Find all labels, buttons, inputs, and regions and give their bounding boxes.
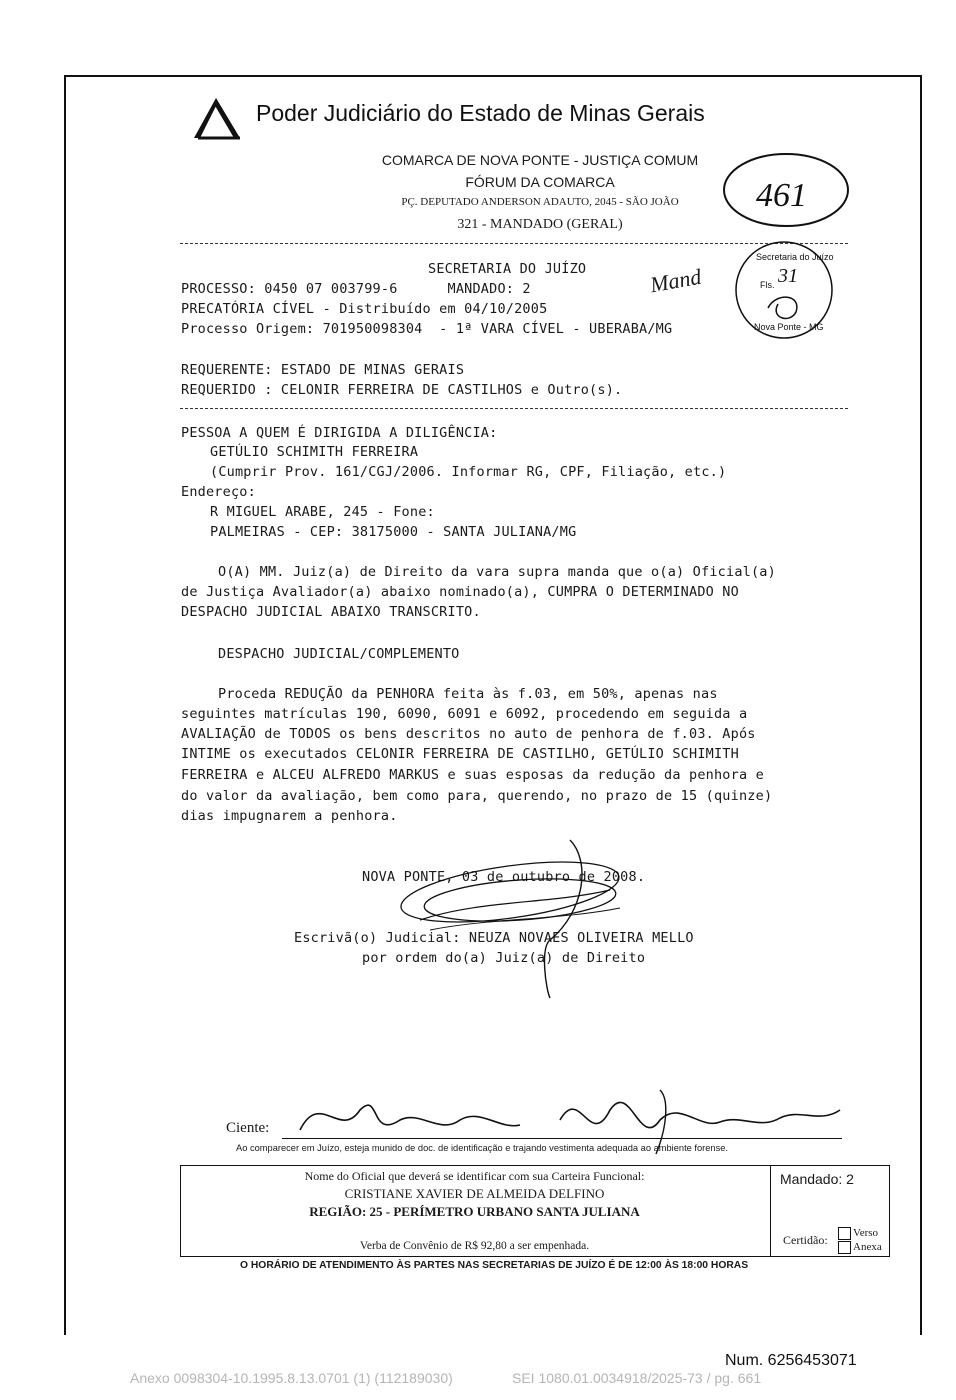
street-line: R MIGUEL ARABE, 245 - Fone: — [210, 504, 435, 520]
oficial-label: Nome do Oficial que deverá se identificar com sua Carteira Funcional: — [304, 1169, 645, 1183]
despacho-line: dias impugnarem a penhora. — [181, 808, 398, 824]
address-line: PÇ. DEPUTADO ANDERSON ADAUTO, 2045 - SÃO JOÃO — [401, 196, 679, 208]
seal-number: 31 — [778, 265, 798, 287]
order-line-3: DESPACHO JUDICIAL ABAIXO TRANSCRITO. — [181, 604, 481, 620]
anexa-box[interactable] — [838, 1241, 851, 1254]
origin-line: Processo Origem: 701950098304 - 1ª VARA CÍVEL - UBERABA/MG — [181, 321, 673, 337]
separator-mid — [180, 408, 848, 409]
process-line: PROCESSO: 0450 07 003799-6 MANDADO: 2 — [181, 281, 531, 297]
document-number: Num. 6256453071 — [725, 1352, 857, 1369]
page-number-stamp — [718, 146, 858, 236]
order-line-2: de Justiça Avaliador(a) abaixo nominado(a), CUMPRA O DETERMINADO NO — [181, 584, 739, 600]
anexa-label: Anexa — [853, 1241, 882, 1254]
anexa-checkbox[interactable] — [838, 1241, 882, 1254]
sei-reference: SEI 1080.01.0034918/2025-73 / pg. 661 — [512, 1370, 762, 1386]
ciente-note: Ao comparecer em Juízo, esteja munido de doc. de identificação e trajando vestimenta adequada ao ambiente forense. — [236, 1143, 729, 1153]
despacho-line: seguintes matrículas 190, 6090, 6091 e 6092, procedendo em seguida a — [181, 706, 748, 722]
handwritten-mark: Mand — [648, 263, 704, 298]
court-title: Poder Judiciário do Estado de Minas Gerais — [256, 100, 705, 126]
order-line-1: O(A) MM. Juiz(a) de Direito da vara supra manda que o(a) Oficial(a) — [218, 564, 776, 580]
escrivao-line: Escrivã(o) Judicial: NEUZA NOVAES OLIVEIRA MELLO — [294, 930, 694, 946]
seal-bottom-text: Nova Ponte - MG — [754, 322, 824, 332]
requerente-line: REQUERENTE: ESTADO DE MINAS GERAIS — [181, 362, 465, 378]
despacho-line: do valor da avaliação, bem como para, querendo, no prazo de 15 (quinze) — [181, 788, 773, 804]
forum-line: FÓRUM DA COMARCA — [465, 174, 615, 190]
oficial-region: REGIÃO: 25 - PERÍMETRO URBANO SANTA JULIANA — [309, 1204, 640, 1219]
despacho-heading: DESPACHO JUDICIAL/COMPLEMENTO — [218, 646, 460, 662]
court-logo-icon — [190, 92, 244, 142]
despacho-line: FERREIRA e ALCEU ALFREDO MARKUS e suas esposas da redução da penhora e — [181, 767, 764, 783]
diligencia-heading: PESSOA A QUEM É DIRIGIDA A DILIGÊNCIA: — [181, 425, 498, 441]
secretaria-heading: SECRETARIA DO JUÍZO — [428, 261, 587, 277]
verso-checkbox[interactable] — [838, 1227, 878, 1240]
verso-box[interactable] — [838, 1227, 851, 1240]
diligencia-name: GETÚLIO SCHIMITH FERREIRA — [210, 444, 419, 460]
despacho-line: INTIME os executados CELONIR FERREIRA DE CASTILHO, GETÚLIO SCHIMITH — [181, 746, 739, 762]
seal-top-text: Secretaria do Juízo — [756, 252, 834, 262]
ciente-label: Ciente: — [226, 1120, 270, 1136]
despacho-line: Proceda REDUÇÃO da PENHORA feita às f.03, em 50%, apenas nas — [218, 686, 718, 702]
oficial-name: CRISTIANE XAVIER DE ALMEIDA DELFINO — [344, 1186, 605, 1201]
anexo-reference: Anexo 0098304-10.1995.8.13.0701 (1) (112189030) — [130, 1370, 453, 1386]
page-number: 461 — [756, 177, 807, 214]
comarca-line: COMARCA DE NOVA PONTE - JUSTIÇA COMUM — [381, 152, 699, 168]
city-line: PALMEIRAS - CEP: 38175000 - SANTA JULIANA/MG — [210, 524, 577, 540]
escrivao-signature — [400, 830, 630, 1000]
date-line: NOVA PONTE, 03 de outubro de 2008. — [362, 869, 646, 885]
endereco-label: Endereço: — [181, 484, 256, 500]
form-type: 321 - MANDADO (GERAL) — [457, 217, 623, 232]
certidao-label: Certidão: — [783, 1233, 828, 1247]
diligencia-note: (Cumprir Prov. 161/CGJ/2006. Informar RG, CPF, Filiação, etc.) — [210, 464, 727, 480]
requerido-line: REQUERIDO : CELONIR FERREIRA DE CASTILHOS e Outro(s). — [181, 382, 623, 398]
verba-line: Verba de Convênio de R$ 92,80 a ser empenhada. — [359, 1240, 590, 1252]
precatoria-line: PRECATÓRIA CÍVEL - Distribuído em 04/10/2005 — [181, 301, 548, 317]
horario-line: O HORÁRIO DE ATENDIMENTO ÀS PARTES NAS SECRETARIAS DE JUÍZO É DE 12:00 ÀS 18:00 HORAS — [240, 1260, 749, 1271]
por-ordem-line: por ordem do(a) Juiz(a) de Direito — [362, 950, 646, 966]
despacho-line: AVALIAÇÃO de TODOS os bens descritos no auto de penhora de f.03. Após — [181, 726, 756, 742]
mandado-label: Mandado: 2 — [780, 1171, 854, 1187]
seal-fls: Fls. — [760, 280, 775, 290]
oficial-box-divider — [770, 1166, 771, 1256]
verso-label: Verso — [853, 1227, 879, 1240]
secretaria-seal — [732, 238, 836, 342]
